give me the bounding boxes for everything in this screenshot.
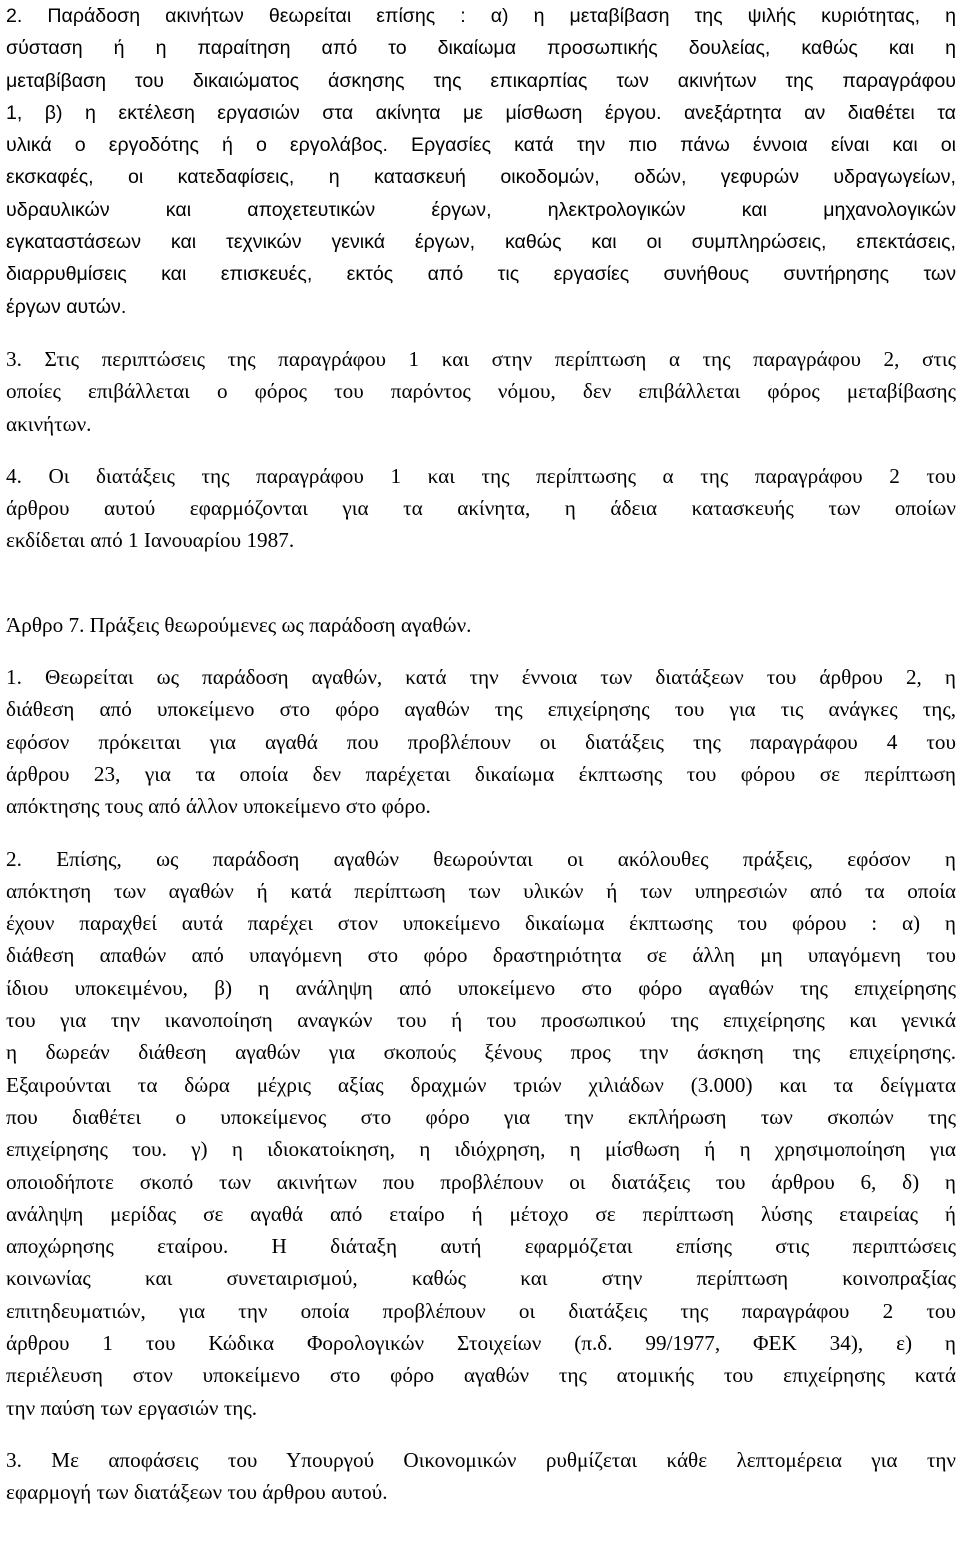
document-page — [6, 0, 956, 1508]
paragraph-art7-2 — [6, 843, 956, 1424]
text-line: αποχώρησης εταίρου. Η διάταξη αυτή εφαρμόζεται επίσης στις περιπτώσεις — [6, 1234, 956, 1259]
text-line: ακινήτων. — [6, 411, 92, 436]
text-line: έργων αυτών. — [6, 295, 127, 318]
text-line: του για την ικανοποίηση αναγκών του ή του προσωπικού της επιχείρησης και γενικά — [6, 1008, 956, 1033]
text-line: 1, β) η εκτέλεση εργασιών στα ακίνητα με μίσθωση έργου. ανεξάρτητα αν διαθέτει τα — [6, 101, 956, 124]
text-line: επιχείρησης του. γ) η ιδιοκατοίκηση, η ιδιόχρηση, η μίσθωση ή η χρησιμοποίηση για — [6, 1137, 956, 1162]
text-line: άρθρου 1 του Κώδικα Φορολογικών Στοιχείων (π.δ. 99/1977, ΦΕΚ 34), ε) η — [6, 1330, 956, 1355]
paragraph-art6-3 — [6, 343, 956, 440]
text-line: η δωρεάν διάθεση αγαθών για σκοπούς ξένους προς την άσκηση της επιχείρησης. — [6, 1040, 956, 1065]
text-line: υδραυλικών και αποχετευτικών έργων, ηλεκτρολογικών και μηχανολογικών — [6, 198, 956, 221]
text-line: απόκτησης τους από άλλον υποκείμενο στο φόρο. — [6, 794, 431, 819]
text-line: 1. Θεωρείται ως παράδοση αγαθών, κατά την έννοια των διατάξεων του άρθρου 2, η — [6, 665, 956, 690]
article-title: Άρθρο 7. Πράξεις θεωρούμενες ως παράδοση αγαθών. — [6, 612, 472, 637]
text-line: εφόσον πρόκειται για αγαθά που προβλέπουν οι διατάξεις της παραγράφου 4 του — [6, 729, 956, 754]
text-line: 2. Παράδοση ακινήτων θεωρείται επίσης : α) η μεταβίβαση της ψιλής κυριότητας, η — [6, 5, 956, 27]
text-line: μεταβίβαση του δικαιώματος άσκησης της επικαρπίας των ακινήτων της παραγράφου — [6, 69, 956, 92]
text-line: διάθεση από υποκείμενο στο φόρο αγαθών της επιχείρησης του για τις ανάγκες της, — [6, 697, 956, 722]
text-line: 3. Στις περιπτώσεις της παραγράφου 1 και στην περίπτωση α της παραγράφου 2, στις — [6, 346, 956, 371]
text-line: σύσταση ή η παραίτηση από το δικαίωμα προσωπικής δουλείας, καθώς και η — [6, 37, 956, 60]
text-line: εκδίδεται από 1 Ιανουαρίου 1987. — [6, 528, 295, 553]
text-line: ίδιου υποκειμένου, β) η ανάληψη από υποκείμενο στο φόρο αγαθών της επιχείρησης — [6, 975, 956, 1000]
text-line: ανάληψη μερίδας σε αγαθά από εταίρο ή μέτοχο σε περίπτωση λύσης εταιρείας ή — [6, 1201, 956, 1226]
text-line: που διαθέτει ο υποκείμενος στο φόρο για την εκπλήρωση των σκοπών της — [6, 1104, 956, 1129]
paragraph-art6-2 — [6, 0, 956, 323]
text-line: επιτηδευματιών, για την οποία προβλέπουν οι διατάξεις της παραγράφου 2 του — [6, 1298, 956, 1323]
text-line: 2. Επίσης, ως παράδοση αγαθών θεωρούνται οι ακόλουθες πράξεις, εφόσον η — [6, 846, 956, 871]
text-line: οποιοδήποτε σκοπό των ακινήτων που προβλέπουν οι διατάξεις του άρθρου 6, δ) η — [6, 1169, 956, 1194]
text-line: διαρρυθμίσεις και επισκευές, εκτός από τις εργασίες συνήθους συντήρησης των — [6, 263, 956, 286]
paragraph-art7-3 — [6, 1444, 956, 1509]
text-line: εκσκαφές, οι κατεδαφίσεις, η κατασκευή οικοδομών, οδών, γεφυρών υδραγωγείων, — [6, 166, 956, 189]
text-line: εγκαταστάσεων και τεχνικών γενικά έργων, καθώς και οι συμπληρώσεις, επεκτάσεις, — [6, 231, 956, 254]
text-line: 3. Με αποφάσεις του Υπουργού Οικονομικών ρυθμίζεται κάθε λεπτομέρεια για την — [6, 1447, 956, 1472]
text-line: υλικά ο εργοδότης ή ο εργολάβος. Εργασίες κατά την πιο πάνω έννοια είναι και οι — [6, 134, 956, 157]
text-line: έχουν παραχθεί αυτά παρέχει στον υποκείμενο δικαίωμα έκπτωσης του φόρου : α) η — [6, 911, 956, 936]
text-line: περιέλευση στον υποκείμενο στο φόρο αγαθών της ατομικής του επιχείρησης κατά — [6, 1363, 956, 1388]
text-line: 4. Οι διατάξεις της παραγράφου 1 και της περίπτωσης α της παραγράφου 2 του — [6, 463, 956, 488]
paragraph-art7-1 — [6, 661, 956, 822]
text-line: εφαρμογή των διατάξεων του άρθρου αυτού. — [6, 1480, 388, 1505]
text-line: απόκτηση των αγαθών ή κατά περίπτωση των υλικών ή των υπηρεσιών από τα οποία — [6, 878, 956, 903]
text-line: άρθρου αυτού εφαρμόζονται για τα ακίνητα, η άδεια κατασκευής των οποίων — [6, 496, 956, 521]
article-7-heading — [6, 609, 956, 641]
text-line: κοινωνίας και συνεταιρισμού, καθώς και στην περίπτωση κοινοπραξίας — [6, 1266, 956, 1291]
text-line: την παύση των εργασιών της. — [6, 1395, 258, 1420]
text-line: οποίες επιβάλλεται ο φόρος του παρόντος νόμου, δεν επιβάλλεται φόρος μεταβίβασης — [6, 379, 956, 404]
paragraph-art6-4 — [6, 460, 956, 557]
text-line: άρθρου 23, για τα οποία δεν παρέχεται δικαίωμα έκπτωσης του φόρου σε περίπτωση — [6, 761, 956, 786]
text-line: διάθεση απαθών από υπαγόμενη στο φόρο δραστηριότητα σε άλλη μη υπαγόμενη του — [6, 943, 956, 968]
text-line: Εξαιρούνται τα δώρα μέχρις αξίας δραχμών τριών χιλιάδων (3.000) και τα δείγματα — [6, 1072, 956, 1097]
